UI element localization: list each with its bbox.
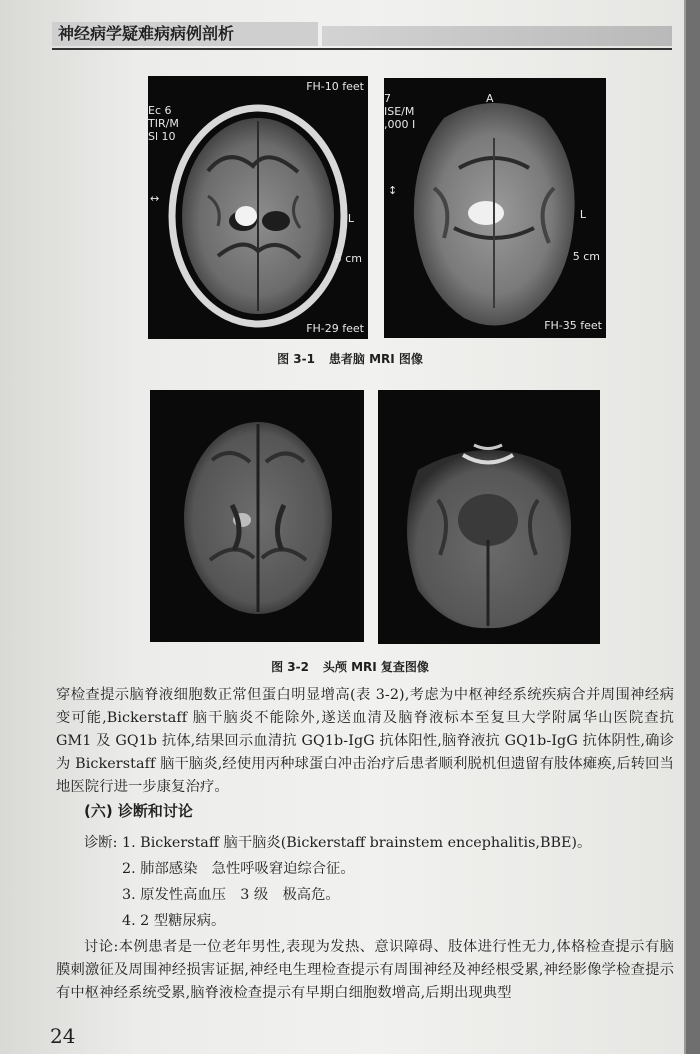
mri-label-scale: 5 cm (572, 250, 600, 263)
header-title: 神经病学疑难病病例剖析 (52, 22, 318, 46)
mri-label-sequence: 7 ISE/M ,000 I (384, 92, 416, 131)
mri-brain-scan-2 (384, 78, 606, 338)
figure-3-2-number: 图 3-2 (271, 660, 309, 674)
mri-label-scale: 5 cm (334, 252, 362, 265)
mri-label-side: L (347, 212, 354, 225)
diagnosis-item: 3. 原发性高血压 3 级 极高危。 (122, 887, 340, 903)
diagnosis-item: 2. 肺部感染 急性呼吸窘迫综合征。 (122, 861, 355, 877)
mri-image-followup-dwi (150, 390, 364, 642)
mri-image-axial-flair (148, 76, 368, 339)
case-paragraph (56, 684, 674, 799)
mri-image-followup-dwi-lower (378, 390, 600, 644)
mri-brain-scan-1 (148, 76, 368, 339)
mri-brain-scan-3 (150, 390, 364, 642)
figure-3-1-caption (0, 350, 700, 367)
section-heading: (六) 诊断和讨论 (84, 802, 193, 820)
mri-label-anterior: A (486, 92, 494, 105)
mri-brain-scan-4 (378, 390, 600, 644)
mri-label-bottom-position: FH-29 feet (306, 322, 364, 335)
mri-image-axial-tse (384, 78, 606, 338)
mri-label-arrow: ↔ (150, 192, 160, 205)
figure-3-2-caption (0, 658, 700, 675)
diagnosis-lead: 诊断: (84, 835, 118, 851)
figure-3-1-number: 图 3-1 (277, 352, 315, 366)
mri-label-top-position: FH-10 feet (306, 80, 364, 93)
mri-label-side: L (579, 208, 586, 221)
header-decoration-bar (322, 26, 672, 46)
figure-3-1-text: 患者脑 MRI 图像 (328, 352, 423, 366)
diagnosis-item: 4. 2 型糖尿病。 (122, 913, 226, 929)
discussion-paragraph (56, 936, 674, 1005)
figure-3-2-text: 头颅 MRI 复查图像 (322, 660, 429, 674)
mri-label-sequence: Ec 6 TIR/M Sl 10 (148, 104, 179, 143)
paragraph-text: 穿检查提示脑脊液细胞数正常但蛋白明显增高(表 3-2),考虑为中枢神经系统疾病合并周围神经病变可能,Bickerstaff 脑干脑炎不能除外,遂送血清及脑脊液标本至复旦大学附属华山医院查抗 GM1 及 GQ1b 抗体,结果回示血清抗 GQ1b-IgG 抗体阳性,脑脊液抗 GQ1b-IgG 抗体阴性,确诊为 Bickerstaff 脑干脑炎,经使用丙种球蛋白冲击治疗后患者顺利脱机但遗留有肢体瘫痪,后转回当地医院行进一步康复治疗。 (56, 687, 674, 795)
discussion-text: 讨论:本例患者是一位老年男性,表现为发热、意识障碍、肢体进行性无力,体格检查提示有脑膜刺激征及周围神经损害证据,神经电生理检查提示有周围神经及神经根受累,神经影像学检查提示有中枢神经系统受累,脑脊液检查提示有早期白细胞数增高,后期出现典型 (56, 939, 674, 1001)
mri-label-arrow: ↕ (388, 184, 398, 197)
page-number: 24 (50, 1024, 76, 1048)
mri-label-bottom-position: FH-35 feet (544, 319, 602, 332)
running-header (52, 22, 672, 50)
diagnosis-item: 1. Bickerstaff 脑干脑炎(Bickerstaff brainstem encephalitis,BBE)。 (122, 835, 592, 851)
